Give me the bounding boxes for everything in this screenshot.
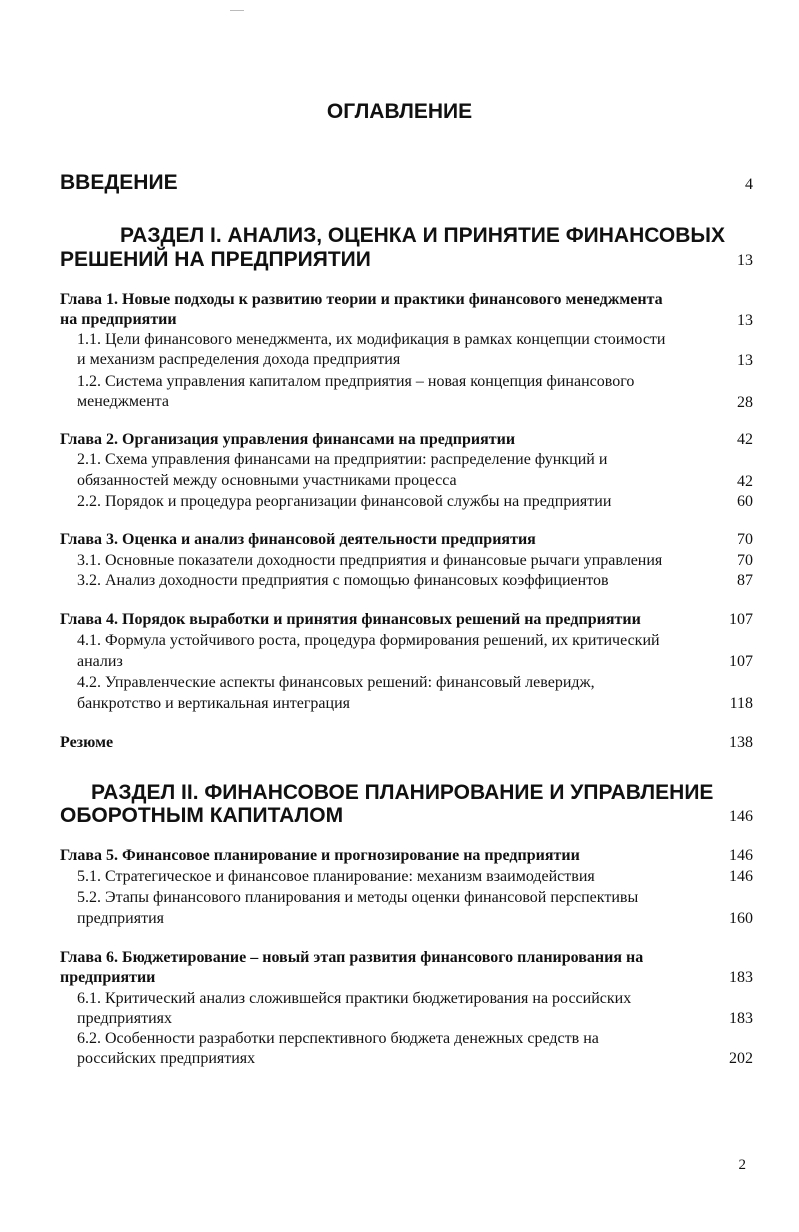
intro-page: 4	[745, 176, 753, 193]
section-4-1-line1: 4.1. Формула устойчивого роста, процедура формирования решений, их критический	[77, 632, 660, 649]
section-4-1-page: 107	[729, 653, 753, 670]
section-3-2: 3.2. Анализ доходности предприятия с помощью финансовых коэффициентов	[77, 572, 609, 589]
section-4-1-line2: анализ	[77, 653, 123, 670]
chapter1-title-line1: Глава 1. Новые подходы к развитию теории и практики финансового менеджмента	[60, 291, 663, 308]
section-6-2-page: 202	[729, 1050, 753, 1067]
section-5-2-line1: 5.2. Этапы финансового планирования и методы оценки финансовой перспективы	[77, 889, 639, 906]
section2-heading-line2: ОБОРОТНЫМ КАПИТАЛОМ	[60, 804, 344, 827]
summary-heading: Резюме	[60, 734, 114, 751]
section-3-1: 3.1. Основные показатели доходности предприятия и финансовые рычаги управления	[77, 552, 663, 569]
section1-heading-line1: РАЗДЕЛ I. АНАЛИЗ, ОЦЕНКА И ПРИНЯТИЕ ФИНАНСОВЫХ	[120, 224, 725, 247]
section2-heading-line1: РАЗДЕЛ II. ФИНАНСОВОЕ ПЛАНИРОВАНИЕ И УПРАВЛЕНИЕ	[91, 781, 714, 804]
section-5-1-page: 146	[729, 868, 753, 885]
chapter6-title-line1: Глава 6. Бюджетирование – новый этап развития финансового планирования на	[60, 949, 644, 966]
section-6-2-line2: российских предприятиях	[77, 1050, 256, 1067]
chapter2-title: Глава 2. Организация управления финансами на предприятии	[60, 431, 516, 448]
scan-mark	[230, 10, 244, 11]
intro-heading: ВВЕДЕНИЕ	[60, 171, 178, 194]
section-2-2: 2.2. Порядок и процедура реорганизации финансовой службы на предприятии	[77, 493, 612, 510]
section-6-2-line1: 6.2. Особенности разработки перспективного бюджета денежных средств на	[77, 1030, 599, 1047]
section-4-2-line1: 4.2. Управленческие аспекты финансовых решений: финансовый леверидж,	[77, 674, 595, 691]
chapter5-title: Глава 5. Финансовое планирование и прогнозирование на предприятии	[60, 847, 580, 864]
section-1-2-page: 28	[737, 394, 753, 411]
section-1-1-line2: и механизм распределения дохода предприятия	[77, 351, 401, 368]
chapter6-page: 183	[729, 969, 753, 986]
chapter4-page: 107	[729, 611, 753, 628]
section-2-1-page: 42	[737, 473, 753, 490]
chapter1-page: 13	[737, 312, 753, 329]
toc-title: ОГЛАВЛЕНИЕ	[326, 100, 473, 123]
section-2-1-line2: обязанностей между основными участниками процесса	[77, 472, 457, 489]
section-2-2-page: 60	[737, 493, 753, 510]
chapter2-page: 42	[737, 431, 753, 448]
section-1-2-line1: 1.2. Система управления капиталом предприятия – новая концепция финансового	[77, 373, 635, 390]
chapter3-page: 70	[737, 531, 753, 548]
chapter1-title-line2: на предприятии	[60, 311, 177, 328]
section1-page: 13	[737, 252, 753, 269]
page-number: 2	[738, 1157, 746, 1173]
section-3-2-page: 87	[737, 572, 753, 589]
chapter3-title: Глава 3. Оценка и анализ финансовой деятельности предприятия	[60, 531, 536, 548]
section-1-1-line1: 1.1. Цели финансового менеджмента, их модификация в рамках концепции стоимости	[77, 331, 666, 348]
section-1-1-page: 13	[737, 352, 753, 369]
summary-page: 138	[729, 734, 753, 751]
section-2-1-line1: 2.1. Схема управления финансами на предприятии: распределение функций и	[77, 451, 608, 468]
section-5-1: 5.1. Стратегическое и финансовое планирование: механизм взаимодействия	[77, 868, 595, 885]
chapter5-page: 146	[729, 847, 753, 864]
section-6-1-page: 183	[729, 1010, 753, 1027]
chapter4-title: Глава 4. Порядок выработки и принятия финансовых решений на предприятии	[60, 611, 641, 628]
section-1-2-line2: менеджмента	[77, 393, 169, 410]
section-4-2-line2: банкротство и вертикальная интеграция	[77, 695, 351, 712]
section-3-1-page: 70	[737, 552, 753, 569]
chapter6-title-line2: предприятии	[60, 969, 156, 986]
section-5-2-page: 160	[729, 910, 753, 927]
section2-page: 146	[729, 808, 753, 825]
section-6-1-line1: 6.1. Критический анализ сложившейся практики бюджетирования на российских	[77, 990, 632, 1007]
section-4-2-page: 118	[729, 695, 753, 712]
section-6-1-line2: предприятиях	[77, 1010, 172, 1027]
section1-heading-line2: РЕШЕНИЙ НА ПРЕДПРИЯТИИ	[60, 248, 371, 271]
section-5-2-line2: предприятия	[77, 910, 164, 927]
